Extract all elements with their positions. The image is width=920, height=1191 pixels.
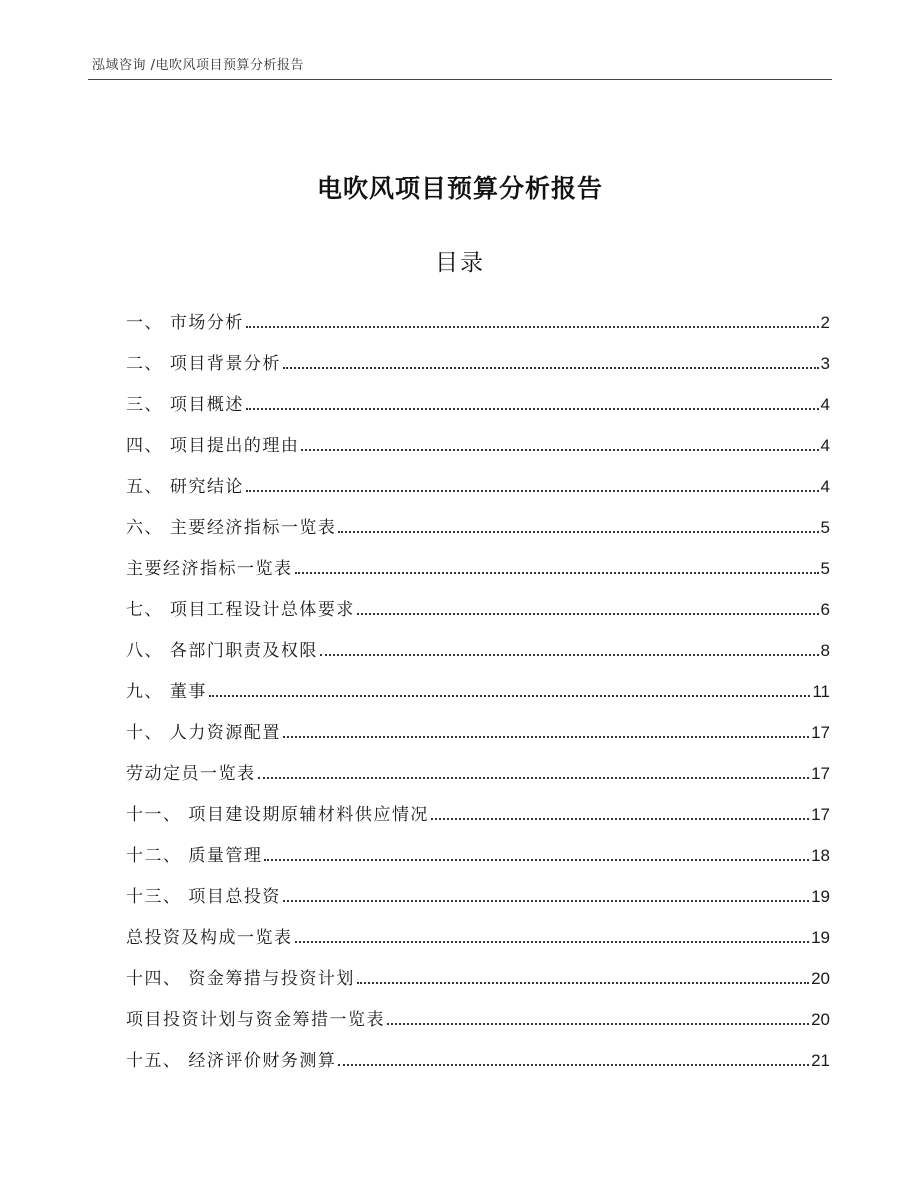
toc-entry-page: 4 <box>820 436 830 455</box>
toc-entry[interactable] <box>126 501 830 542</box>
toc-entry-label: 十一、 项目建设期原辅材料供应情况 <box>126 805 429 825</box>
toc-entry[interactable] <box>126 460 830 501</box>
toc-leader-dots <box>246 490 819 492</box>
toc-entry-label: 项目投资计划与资金筹措一览表 <box>126 1010 385 1030</box>
toc-entry-page: 17 <box>811 723 830 742</box>
toc-entry[interactable] <box>126 419 830 460</box>
toc-entry-label: 一、 市场分析 <box>126 313 244 333</box>
toc-leader-dots <box>283 736 809 738</box>
toc-entry-label: 十五、 经济评价财务测算 <box>126 1051 337 1071</box>
toc-entry-page: 20 <box>811 969 830 988</box>
toc-entry-label: 劳动定员一览表 <box>126 764 256 784</box>
document-title: 电吹风项目预算分析报告 <box>316 173 603 203</box>
toc-entry[interactable] <box>126 296 830 337</box>
toc-leader-dots <box>283 900 809 902</box>
toc-entry-label: 五、 研究结论 <box>126 477 244 497</box>
toc-entry-page: 19 <box>811 887 830 906</box>
toc-leader-dots <box>431 818 809 820</box>
toc-leader-dots <box>357 982 809 984</box>
toc-entry-label: 十二、 质量管理 <box>126 846 263 866</box>
toc-entry-page: 3 <box>820 354 830 373</box>
toc-entry-label: 十四、 资金筹措与投资计划 <box>126 969 355 989</box>
toc-entry-label: 三、 项目概述 <box>126 395 244 415</box>
toc-entry-page: 20 <box>811 1010 830 1029</box>
toc-entry[interactable] <box>126 993 830 1034</box>
toc-leader-dots <box>338 531 818 533</box>
toc-leader-dots <box>301 449 818 451</box>
toc-entry-label: 十三、 项目总投资 <box>126 887 281 907</box>
toc-entry-page: 5 <box>820 559 830 578</box>
toc-entry-page: 17 <box>811 764 830 783</box>
toc-entry-page: 5 <box>820 518 830 537</box>
running-header: 泓域咨询 /电吹风项目预算分析报告 <box>92 58 305 73</box>
toc-entry[interactable] <box>126 911 830 952</box>
toc-entry[interactable] <box>126 1034 830 1075</box>
toc-entry-label: 八、 各部门职责及权限 <box>126 641 318 661</box>
toc-leader-dots <box>283 367 819 369</box>
toc-entry-label: 主要经济指标一览表 <box>126 559 293 579</box>
toc-entry-page: 18 <box>811 846 830 865</box>
toc-leader-dots <box>246 408 819 410</box>
toc-entry-page: 8 <box>820 641 830 660</box>
toc-entry-page: 21 <box>811 1051 830 1070</box>
toc-leader-dots <box>387 1023 809 1025</box>
toc-leader-dots <box>246 326 819 328</box>
toc-entry-label: 十、 人力资源配置 <box>126 723 281 743</box>
toc-entry-page: 11 <box>812 682 830 701</box>
table-of-contents <box>126 296 830 1075</box>
toc-entry-label: 四、 项目提出的理由 <box>126 436 300 456</box>
toc-entry-page: 4 <box>820 395 830 414</box>
toc-leader-dots <box>209 695 810 697</box>
toc-entry-label: 九、 董事 <box>126 682 207 702</box>
toc-entry-label: 六、 主要经济指标一览表 <box>126 518 337 538</box>
toc-entry[interactable] <box>126 542 830 583</box>
toc-entry-page: 6 <box>820 600 830 619</box>
toc-entry[interactable] <box>126 624 830 665</box>
toc-entry-label: 总投资及构成一览表 <box>126 928 293 948</box>
header-divider <box>88 79 832 80</box>
toc-leader-dots <box>264 859 809 861</box>
toc-leader-dots <box>258 777 810 779</box>
toc-entry-page: 2 <box>820 313 830 332</box>
toc-entry[interactable] <box>126 870 830 911</box>
toc-leader-dots <box>295 572 819 574</box>
toc-entry-label: 七、 项目工程设计总体要求 <box>126 600 355 620</box>
toc-entry-page: 19 <box>811 928 830 947</box>
toc-entry[interactable] <box>126 952 830 993</box>
toc-entry-page: 4 <box>820 477 830 496</box>
toc-leader-dots <box>320 654 819 656</box>
toc-entry[interactable] <box>126 337 830 378</box>
toc-heading: 目录 <box>435 250 485 276</box>
toc-entry-label: 二、 项目背景分析 <box>126 354 281 374</box>
toc-entry[interactable] <box>126 706 830 747</box>
toc-entry[interactable] <box>126 378 830 419</box>
toc-entry[interactable] <box>126 747 830 788</box>
toc-entry-page: 17 <box>811 805 830 824</box>
toc-entry[interactable] <box>126 788 830 829</box>
toc-leader-dots <box>338 1064 809 1066</box>
toc-leader-dots <box>357 613 819 615</box>
toc-entry[interactable] <box>126 829 830 870</box>
toc-leader-dots <box>295 941 810 943</box>
toc-entry[interactable] <box>126 583 830 624</box>
toc-entry[interactable] <box>126 665 830 706</box>
